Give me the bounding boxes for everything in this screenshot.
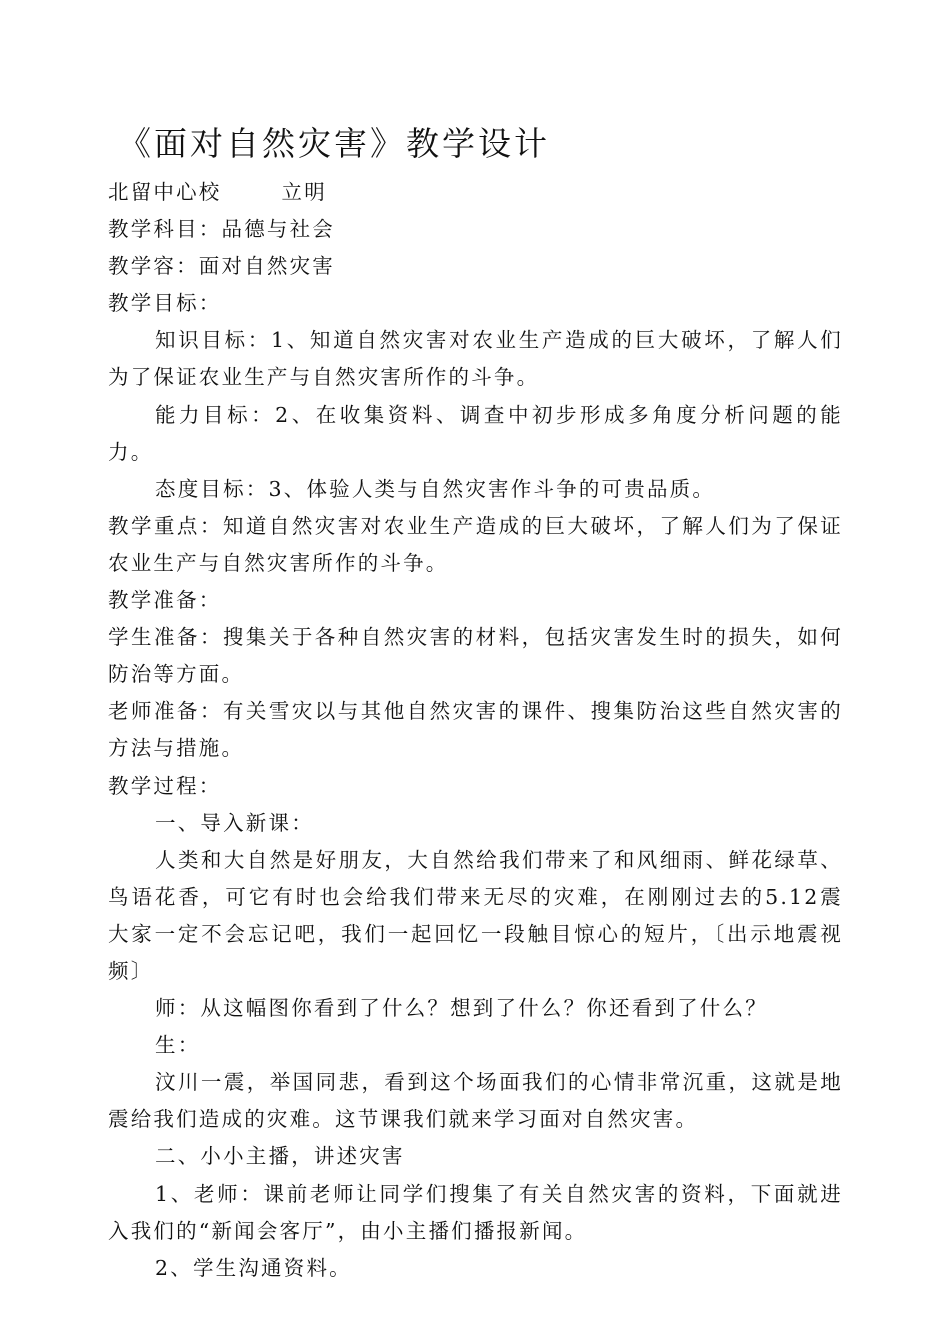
section2-heading: 二、小小主播，讲述灾害: [155, 1144, 405, 1169]
student-label: 生：: [155, 1033, 201, 1058]
prep-teacher: 老师准备：有关雪灾以与其他自然灾害的课件、搜集防治这些自然灾害的方法与措施。: [108, 699, 843, 761]
prep-student: 学生准备：搜集关于各种自然灾害的材料，包括灾害发生时的损失，如何防治等方面。: [108, 625, 843, 687]
teacher-question: 师：从这幅图你看到了什么？想到了什么？你还看到了什么？: [155, 996, 768, 1021]
school-name: 北留中心校: [108, 180, 222, 204]
prep-heading: 教学准备：: [108, 588, 222, 613]
section1-closing: 汶川一震，举国同悲，看到这个场面我们的心情非常沉重，这就是地震给我们造成的灾难。这节课我们就来学习面对自然灾害。: [108, 1070, 843, 1132]
section1-heading: 一、导入新课：: [155, 810, 314, 835]
document-title: 《面对自然灾害》教学设计: [118, 124, 550, 163]
goals-heading: 教学目标：: [108, 291, 222, 316]
key-point: 教学重点：知道自然灾害对农业生产造成的巨大破坏，了解人们为了保证农业生产与自然灾害所作的斗争。: [108, 513, 843, 575]
goal-attitude: 态度目标：3、体验人类与自然灾害作斗争的可贵品质。: [155, 476, 716, 501]
document-body: [108, 174, 843, 1287]
goal-ability: 能力目标：2、在收集资料、调查中初步形成多角度分析问题的能力。: [108, 402, 843, 464]
goal-knowledge: 知识目标：1、知道自然灾害对农业生产造成的巨大破坏，了解人们为了保证农业生产与自然灾害所作的斗争。: [108, 328, 843, 390]
content-line: 教学容：面对自然灾害: [108, 254, 335, 279]
section2-item1: 1、老师：课前老师让同学们搜集了有关自然灾害的资料，下面就进入我们的“新闻会客厅”，由小主播们播报新闻。: [108, 1181, 843, 1243]
section1-paragraph: 人类和大自然是好朋友，大自然给我们带来了和风细雨、鲜花绿草、鸟语花香，可它有时也会给我们带来无尽的灾难，在刚刚过去的5.12震大家一定不会忘记吧，我们一起回忆一段触目惊心的短片，〔出示地震视频〕: [108, 847, 843, 983]
section2-item2: 2、学生沟通资料。: [155, 1255, 352, 1280]
subject-line: 教学科目：品德与社会: [108, 217, 335, 242]
process-heading: 教学过程：: [108, 773, 222, 798]
author-name: 立明: [281, 180, 327, 204]
author-line: [108, 174, 843, 211]
